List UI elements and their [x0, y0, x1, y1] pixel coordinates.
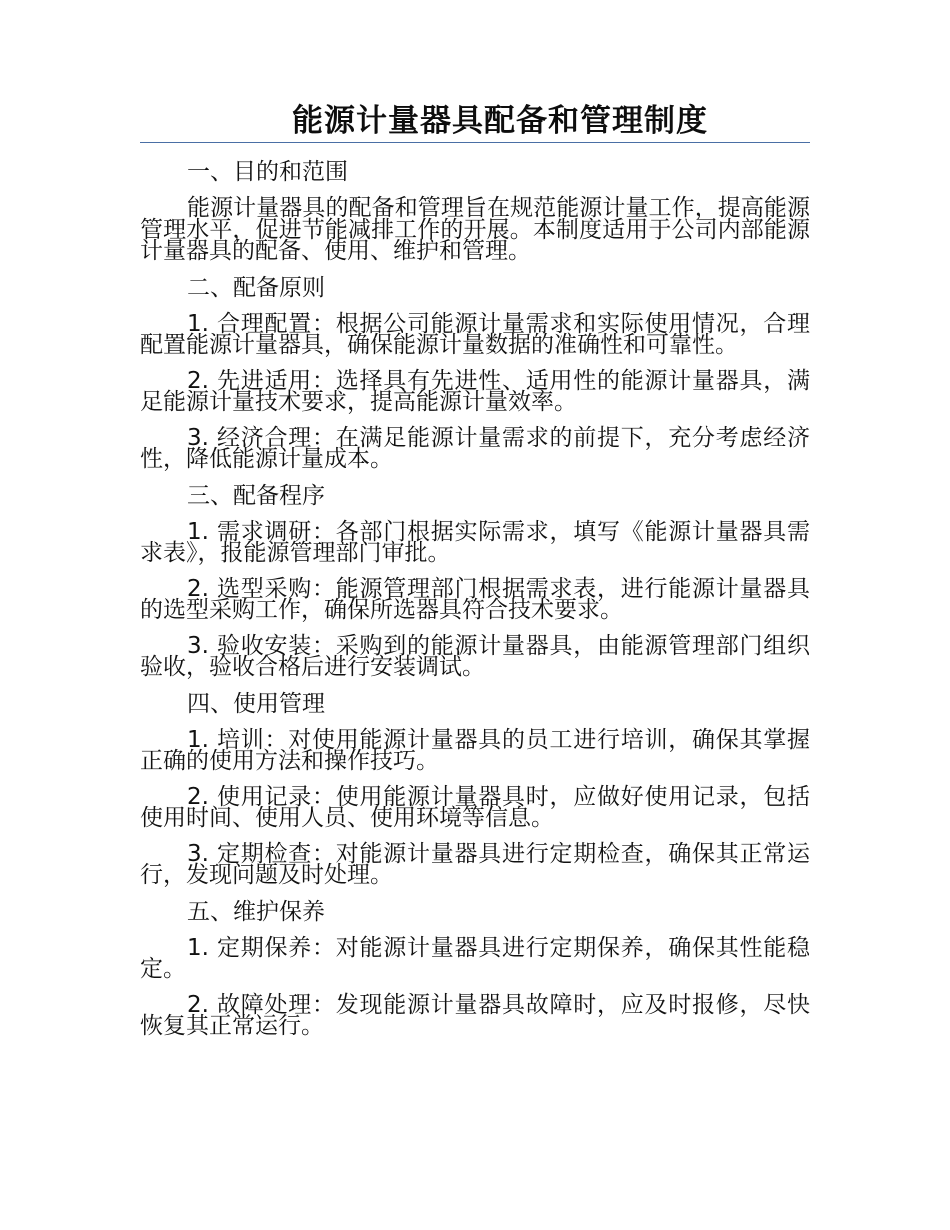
paragraph: 1. 合理配置：根据公司能源计量需求和实际使用情况，合理配置能源计量器具，确保能源计量数据的准确性和可靠性。 [140, 310, 810, 358]
section-heading: 五、维护保养 [187, 898, 325, 925]
paragraph: 2. 先进适用：选择具有先进性、适用性的能源计量器具，满足能源计量技术要求，提高能源计量效率。 [140, 367, 810, 415]
document-title: 能源计量器具配备和管理制度 [292, 103, 708, 139]
paragraph: 1. 需求调研：各部门根据实际需求，填写《能源计量器具需求表》，报能源管理部门审批。 [140, 518, 810, 566]
section-usage-management [140, 690, 810, 887]
paragraph: 1. 培训：对使用能源计量器具的员工进行培训，确保其掌握正确的使用方法和操作技巧。 [140, 726, 810, 774]
section-heading: 四、使用管理 [187, 690, 325, 717]
paragraph: 3. 经济合理：在满足能源计量需求的前提下，充分考虑经济性，降低能源计量成本。 [140, 424, 810, 472]
section-configuration-procedure [140, 482, 810, 679]
section-purpose-scope [140, 158, 810, 263]
paragraph: 3. 定期检查：对能源计量器具进行定期检查，确保其正常运行，发现问题及时处理。 [140, 840, 810, 888]
section-heading: 二、配备原则 [187, 274, 325, 301]
paragraph: 能源计量器具的配备和管理旨在规范能源计量工作，提高能源管理水平，促进节能减排工作的开展。本制度适用于公司内部能源计量器具的配备、使用、维护和管理。 [140, 195, 810, 264]
section-heading: 三、配备程序 [187, 482, 325, 509]
document-body [140, 158, 810, 1038]
paragraph: 2. 使用记录：使用能源计量器具时，应做好使用记录，包括使用时间、使用人员、使用环境等信息。 [140, 783, 810, 831]
paragraph: 2. 选型采购：能源管理部门根据需求表，进行能源计量器具的选型采购工作，确保所选器具符合技术要求。 [140, 575, 810, 623]
section-heading: 一、目的和范围 [187, 159, 348, 185]
paragraph: 2. 故障处理：发现能源计量器具故障时，应及时报修，尽快恢复其正常运行。 [140, 991, 810, 1039]
paragraph: 3. 验收安装：采购到的能源计量器具，由能源管理部门组织验收，验收合格后进行安装调试。 [140, 632, 810, 680]
document-page [140, 100, 810, 1038]
section-configuration-principles [140, 274, 810, 471]
section-maintenance [140, 898, 810, 1038]
paragraph: 1. 定期保养：对能源计量器具进行定期保养，确保其性能稳定。 [140, 934, 810, 982]
title-block [140, 100, 810, 143]
